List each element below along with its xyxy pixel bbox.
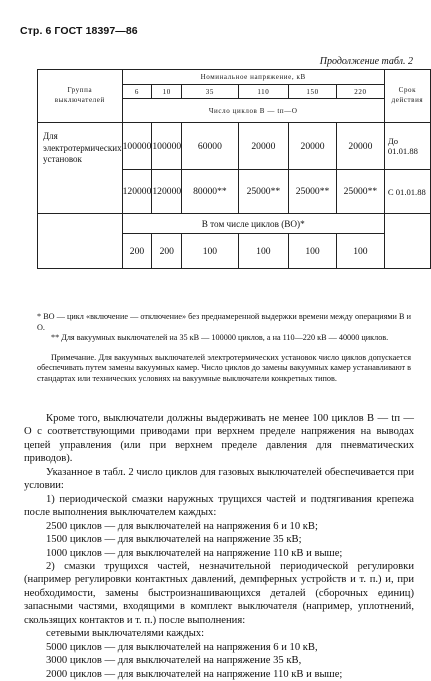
table-cell: 25000**	[336, 170, 384, 214]
table-cell: 120000	[122, 170, 152, 214]
table-cell: 25000**	[238, 170, 288, 214]
empty-cell	[38, 214, 123, 234]
voltage-6: 6	[122, 85, 152, 99]
table-cell: 20000	[238, 123, 288, 170]
list-item: сетевыми выключателями каждых:	[46, 628, 205, 640]
list-item: 3000 циклов — для выключателей на напряжение 35 кВ,	[46, 655, 302, 667]
table-cell: 100	[182, 234, 238, 269]
group-header: Группа выключателей	[38, 70, 123, 123]
paragraph: 1) периодической смазки наружных трущихся частей и подтягивания крепежа после выполнения выключателем каждых:	[24, 493, 414, 519]
body-text	[24, 412, 414, 681]
paragraph: 2) смазки трущихся частей, незначительной периодической регулировки (например регулировки контактных давлений, демпферных устройств и т. п.) и, при необходимости, замены быстроизнашивающихся деталей (сборочных единиц) запасными частями, входящими в комплект выключателя (например, уплотнений, скользящих контактов и т. п.) после выполнения:	[24, 560, 414, 626]
list-item: 2000 циклов — для выключателей на напряжение 110 кВ и выше;	[46, 668, 343, 680]
voltage-110: 110	[238, 85, 288, 99]
table-cell: 100	[336, 234, 384, 269]
footnote-1: * ВО — цикл «включение — отключение» без преднамеренной выдержки времени между операциями В и О.	[37, 312, 411, 332]
table-cell: 120000	[152, 170, 182, 214]
table-cell: 100000	[122, 123, 152, 170]
voltage-10: 10	[152, 85, 182, 99]
table-cell: 20000	[336, 123, 384, 170]
table-cell: 60000	[182, 123, 238, 170]
table-cell: 20000	[289, 123, 337, 170]
term-cell: До 01.01.88	[384, 123, 430, 170]
footnote-2: ** Для вакуумных выключателей на 35 кВ — 100000 циклов, а на 110—220 кВ — 40000 циклов.	[51, 333, 389, 342]
table-cell: 100000	[152, 123, 182, 170]
list-item: 1500 циклов — для выключателей на напряжение 35 кВ;	[46, 534, 302, 546]
cycles-table	[37, 69, 431, 269]
list-item: 2500 циклов — для выключателей на напряжения 6 и 10 кВ;	[46, 520, 318, 532]
term-cell: С 01.01.88	[384, 170, 430, 214]
list-item: 5000 циклов — для выключателей на напряжения 6 и 10 кВ,	[46, 641, 318, 653]
nominal-voltage-header: Номинальное напряжение, кВ	[122, 70, 384, 85]
list-item: 1000 циклов — для выключателей на напряжение 110 кВ и выше;	[46, 547, 343, 559]
page-header: Стр. 6 ГОСТ 18397—86	[20, 25, 138, 37]
table-subheader: В том числе циклов (ВО)*	[122, 214, 384, 234]
voltage-220: 220	[336, 85, 384, 99]
table-cell: 25000**	[289, 170, 337, 214]
voltage-150: 150	[289, 85, 337, 99]
term-header: Срок действия	[384, 70, 430, 123]
table-cell: 100	[238, 234, 288, 269]
table-cell: 200	[152, 234, 182, 269]
table-cell: 200	[122, 234, 152, 269]
paragraph: Кроме того, выключатели должны выдерживать не менее 100 циклов В — tп — О с соответствующими приводами при верхнем пределе напряжения на выводах цепей управления (или при верхнем пределе давления для пневматических приводов).	[24, 413, 414, 465]
paragraph: Указанное в табл. 2 число циклов для газовых выключателей обеспечивается при условии:	[24, 466, 414, 492]
table-notes	[37, 312, 411, 384]
table-continuation-label: Продолжение табл. 2	[319, 56, 413, 67]
table-cell: 100	[289, 234, 337, 269]
table-remark: Примечание. Для вакуумных выключателей электротермических установок число циклов допускается обеспечивать путем замены вакуумных камер. Число циклов до замены вакуумных камер устанавливают в стандартах или технических условиях на вакуумные выключатели конкретных типов.	[37, 352, 411, 383]
row-group-label: Для электротермических установок	[38, 123, 123, 214]
voltage-35: 35	[182, 85, 238, 99]
table-cell: 80000**	[182, 170, 238, 214]
empty-cell	[384, 214, 430, 234]
cycles-header: Число циклов В — tп—О	[122, 99, 384, 123]
empty-cell	[384, 234, 430, 269]
empty-cell	[38, 234, 123, 269]
